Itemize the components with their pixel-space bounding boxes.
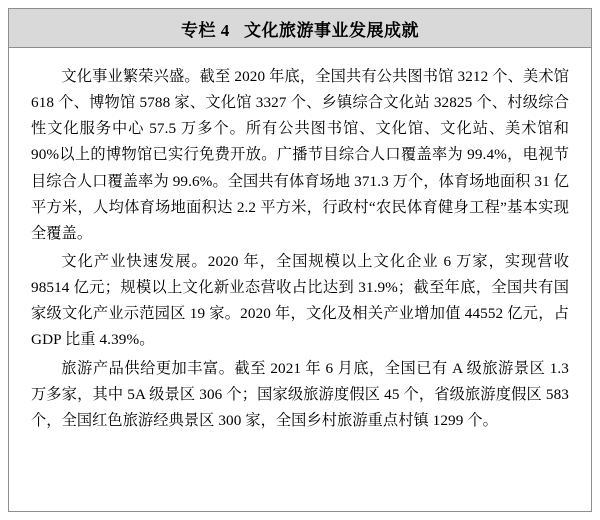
feature-box-header: [9, 9, 591, 48]
feature-box-body: [9, 48, 591, 446]
paragraph-tourism-products: 旅游产品供给更加丰富。截至 2021 年 6 月底，全国已有 A 级旅游景区 1.3 万多家，其中 5A 级景区 306 个；国家级旅游度假区 45 个，省级旅游度假区 583 个，全国红色旅游经典景区 300 家，全国乡村旅游重点村镇 1299 个。: [31, 359, 569, 429]
feature-box: [8, 8, 592, 512]
paragraph-culture-industry: 文化产业快速发展。2020 年，全国规模以上文化企业 6 万家，实现营收 98514 亿元；规模以上文化新业态营收占比达到 31.9%；截至年底，全国共有国家级文化产业示范园区 19 家。2020 年，文化及相关产业增加值 44552 亿元，占 GDP 比重 4.39%。: [31, 252, 569, 349]
feature-box-title: 专栏 4 文化旅游事业发展成就: [181, 20, 419, 40]
paragraph-culture-undertakings: 文化事业繁荣兴盛。截至 2020 年底，全国共有公共图书馆 3212 个、美术馆 618 个、博物馆 5788 家、文化馆 3327 个、乡镇综合文化站 32825 个、村级综合性文化服务中心 57.5 万多个。所有公共图书馆、文化馆、文化站、美术馆和 90%以上的博物馆已实行免费开放。广播节目综合人口覆盖率为 99.4%，电视节目综合人口覆盖率为 99.6%。全国共有体育场地 371.3 万个，体育场地面积 31 亿平方米，人均体育场地面积达 2.2 平方米，行政村“农民体育健身工程”基本实现全覆盖。: [31, 68, 569, 242]
